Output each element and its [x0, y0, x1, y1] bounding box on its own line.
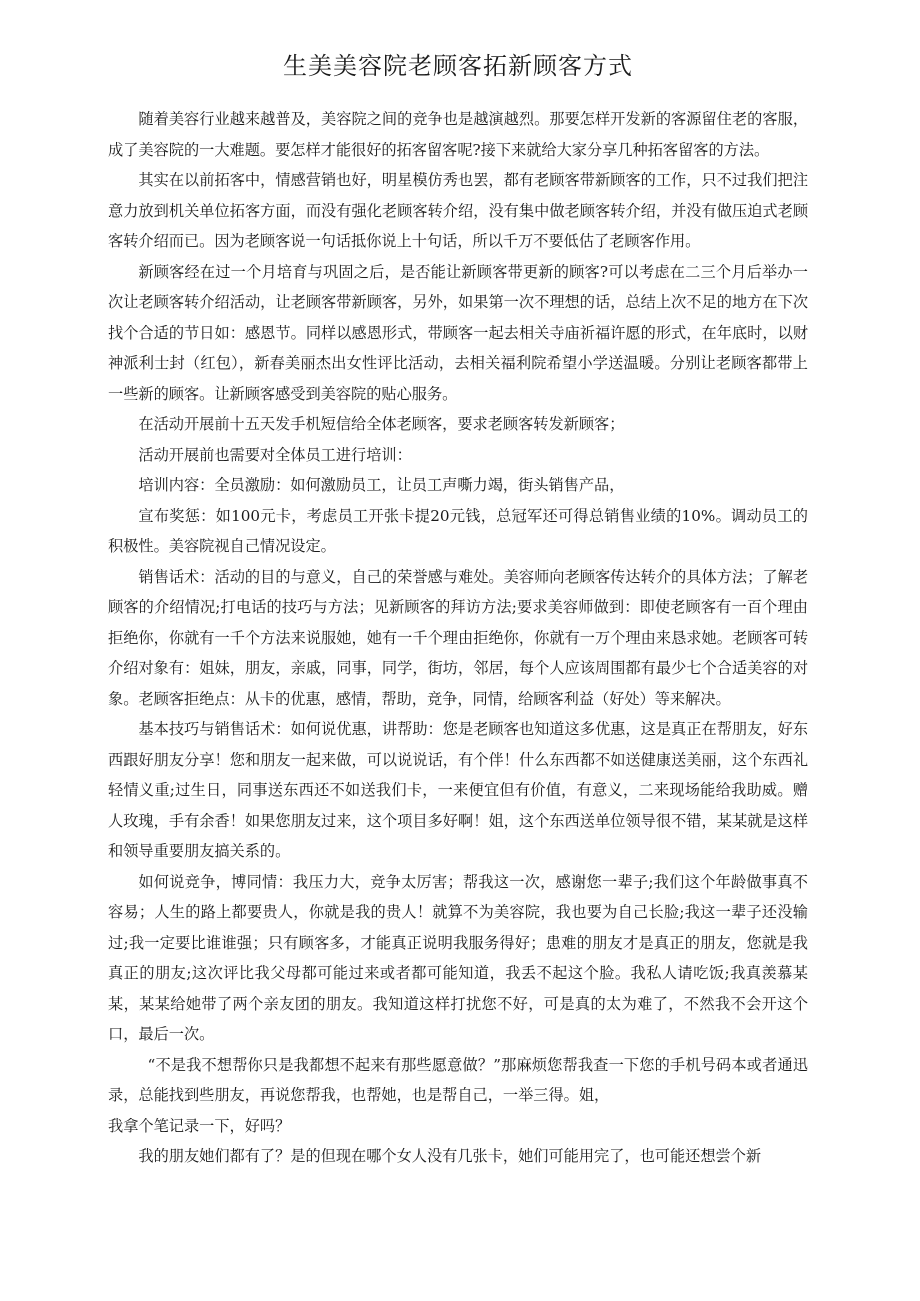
paragraph-competition-sympathy: 如何说竞争，博同情：我压力大，竞争太厉害；帮我这一次，感谢您一辈子;我们这个年龄做事真不容易；人生的路上都要贵人，你就是我的贵人！就算不为美容院，我也要为自己长脸;我这一辈子还没输过;我一定要比谁谁强；只有顾客多，才能真正说明我服务得好；患难的朋友才是真正的朋友，您就是我真正的朋友;这次评比我父母都可能过来或者都可能知道，我丢不起这个脸。我私人请吃饭;我真羡慕某某，某某给她带了两个亲友团的朋友。我知道这样打扰您不好，可是真的太为难了，不然我不会开这个口，最后一次。 [108, 872, 808, 1043]
paragraph-friends-have-cards: 我的朋友她们都有了？是的但现在哪个女人没有几张卡，她们可能用完了，也可能还想尝个新 [138, 1147, 762, 1165]
paragraph-intro: 随着美容行业越来越普及，美容院之间的竞争也是越演越烈。那要怎样开发新的客源留住老的客服，成了美容院的一大难题。要怎样才能很好的拓客留客呢?接下来就给大家分享几种拓客留客的方法。 [108, 110, 808, 159]
paragraph-note-taking: 我拿个笔记录一下，好吗？ [108, 1116, 291, 1135]
document-title: 生美美容院老顾客拓新顾客方式 [283, 52, 633, 80]
paragraph-referral-background: 其实在以前拓客中，情感营销也好，明星模仿秀也罢，都有老顾客带新顾客的工作，只不过我们把注意力放到机关单位拓客方面，而没有强化老顾客转介绍，没有集中做老顾客转介绍，并没有做压迫式老顾客转介绍而已。因为老顾客说一句话抵你说上十句话，所以千万不要低估了老顾客作用。 [108, 171, 808, 250]
paragraph-referral-activity: 新顾客经在过一个月培育与巩固之后，是否能让新顾客带更新的顾客?可以考虑在二三个月后举办一次让老顾客转介绍活动，让老顾客带新顾客，另外，如果第一次不理想的话，总结上次不足的地方在下次找个合适的节日如：感恩节。同样以感恩形式，带顾客一起去相关寺庙祈福许愿的形式，在年底时，以财神派利士封（红包），新春美丽杰出女性评比活动，去相关福利院希望小学送温暖。分别让老顾客都带上一些新的顾客。让新顾客感受到美容院的贴心服务。 [108, 262, 808, 403]
paragraph-sms-notice: 在活动开展前十五天发手机短信给全体老顾客，要求老顾客转发新顾客； [138, 415, 625, 433]
paragraph-basic-techniques: 基本技巧与销售话术：如何说优惠，讲帮助：您是老顾客也知道这多优惠，这是真正在帮朋友，好东西跟好朋友分享！您和朋友一起来做，可以说说话，有个伴！什么东西都不如送健康送美丽，这个东西礼轻情义重;过生日，同事送东西还不如送我们卡，一来便宜但有价值，有意义，二来现场能给我助威。赠人玫瑰，手有余香！如果您朋友过来，这个项目多好啊！姐，这个东西送单位领导很不错，某某就是这样和领导重要朋友搞关系的。 [108, 720, 808, 860]
paragraph-quote: “不是我不想帮你只是我都想不起来有那些愿意做？”那麻烦您帮我查一下您的手机号码本或者通迅录，总能找到些朋友，再说您帮我，也帮她，也是帮自己，一举三得。姐， [108, 1055, 808, 1104]
paragraph-sales-script: 销售话术：活动的目的与意义，自己的荣誉感与难处。美容师向老顾客传达转介的具体方法；了解老顾客的介绍情况;打电话的技巧与方法；见新顾客的拜访方法;要求美容师做到：即使老顾客有一百个理由拒绝你，你就有一千个方法来说服她，她有一千个理由拒绝你，你就有一万个理由来恳求她。老顾客可转介绍对象有：姐妹，朋友，亲戚，同事，同学，街坊，邻居，每个人应该周围都有最少七个合适美容的对象。老顾客拒绝点：从卡的优惠，感情，帮助，竞争，同情，给顾客利益（好处）等来解决。 [108, 567, 808, 708]
paragraph-rewards: 宣布奖惩：如100元卡，考虑员工开张卡提20元钱，总冠军还可得总销售业绩的10%。调动员工的积极性。美容院视自己情况设定。 [108, 506, 808, 555]
paragraph-staff-training: 活动开展前也需要对全体员工进行培训： [138, 445, 412, 464]
paragraph-training-content: 培训内容：全员激励：如何激励员工，让员工声嘶力竭，街头销售产品， [138, 476, 625, 494]
